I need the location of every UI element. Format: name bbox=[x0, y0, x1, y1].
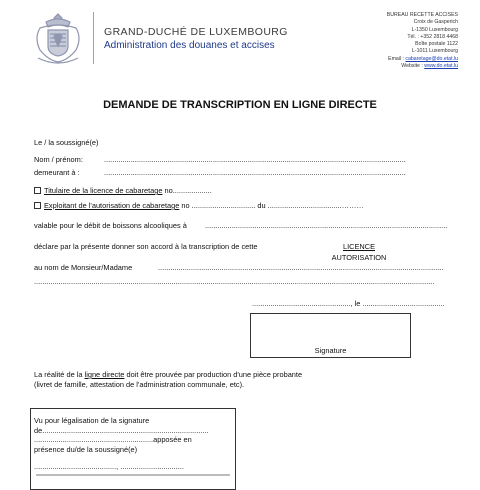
valid-for-label: valable pour le débit de boissons alcooliques à bbox=[34, 221, 187, 230]
proof-notice-line-1 bbox=[34, 370, 302, 379]
declaration-text: déclare par la présente donner son accord à la transcription de cette bbox=[34, 242, 258, 251]
office-name: BUREAU RECETTE ACCISES bbox=[386, 12, 458, 18]
operator-option bbox=[34, 201, 374, 210]
operator-label: Exploitant de l'autorisation de cabaretage bbox=[44, 201, 180, 210]
address-label: demeurant à : bbox=[34, 168, 80, 177]
proof-notice-line-2: (livret de famille, attestation de l'administration communale, etc). bbox=[34, 380, 245, 389]
city-address: L-1350 Luxembourg bbox=[411, 26, 458, 33]
holder-checkbox[interactable] bbox=[34, 187, 41, 194]
telephone: Tél. : +352 2818 4468 bbox=[407, 33, 458, 40]
legalisation-title: Vu pour légalisation de la signature bbox=[34, 416, 150, 425]
legalisation-place-date-field[interactable]: ........................................, ............................... bbox=[34, 462, 184, 471]
name-field[interactable]: ................................................................................................................................................... bbox=[104, 155, 406, 164]
header-divider bbox=[93, 12, 94, 64]
contact-block bbox=[387, 12, 458, 70]
legalisation-affixed-line[interactable]: ..........................................................apposée en bbox=[34, 435, 192, 444]
transfer-name-field-continued[interactable]: ................................................................................................................................................................................................... bbox=[34, 277, 435, 286]
name-label: Nom / prénom: bbox=[34, 155, 83, 164]
place-date-field[interactable]: ................................................, le ........................................ bbox=[252, 299, 445, 308]
legalisation-presence-text: présence du/de la soussigné(e) bbox=[34, 445, 138, 454]
undersigned-label: Le / la soussigné(e) bbox=[34, 138, 99, 147]
postbox: Boîte postale 1122 bbox=[415, 41, 458, 48]
website-link[interactable]: www.do.etat.lu bbox=[424, 63, 458, 70]
proof-text-start: La réalité de la bbox=[34, 370, 85, 379]
administration-name: Administration des douanes et accises bbox=[104, 40, 275, 51]
form-title: DEMANDE DE TRANSCRIPTION EN LIGNE DIRECTE bbox=[103, 99, 377, 111]
address-field[interactable]: ................................................................................................................................................... bbox=[104, 168, 406, 177]
holder-label: Titulaire de la licence de cabaretage bbox=[44, 186, 163, 195]
website-label: Website : bbox=[401, 63, 425, 70]
direct-line-term: ligne directe bbox=[84, 370, 125, 379]
transfer-name-field[interactable]: ........................................................................................................................................... bbox=[158, 263, 444, 272]
proof-text-end: doit être prouvée par production d'une pièce probante bbox=[124, 370, 303, 379]
signature-label: Signature bbox=[314, 346, 347, 355]
email-link[interactable]: cabaretage@do.etat.lu bbox=[405, 55, 458, 62]
email-line bbox=[387, 56, 458, 63]
country-name: GRAND-DUCHÉ DE LUXEMBOURG bbox=[104, 26, 288, 38]
coat-of-arms-seal-icon bbox=[32, 12, 84, 66]
stamp-area-edge bbox=[36, 474, 230, 476]
website-line bbox=[387, 63, 458, 70]
street-address: Croix de Gasperich bbox=[413, 19, 458, 26]
postbox-city: L-1011 Luxembourg bbox=[411, 48, 458, 55]
authorisation-option[interactable]: AUTORISATION bbox=[331, 253, 387, 262]
holder-number-field[interactable]: no................... bbox=[162, 186, 212, 195]
operator-checkbox[interactable] bbox=[34, 202, 41, 209]
transfer-name-label: au nom de Monsieur/Madame bbox=[34, 263, 133, 272]
operator-number-date-field[interactable]: no ............................... du ....................................……… bbox=[179, 201, 364, 210]
valid-for-field[interactable]: ...................................................................................................................... bbox=[205, 221, 448, 230]
email-label: Email : bbox=[388, 55, 406, 62]
licence-option[interactable]: LICENCE bbox=[342, 242, 376, 251]
holder-option bbox=[34, 186, 212, 195]
legalisation-name-field[interactable]: de................................................................................. bbox=[34, 426, 209, 435]
